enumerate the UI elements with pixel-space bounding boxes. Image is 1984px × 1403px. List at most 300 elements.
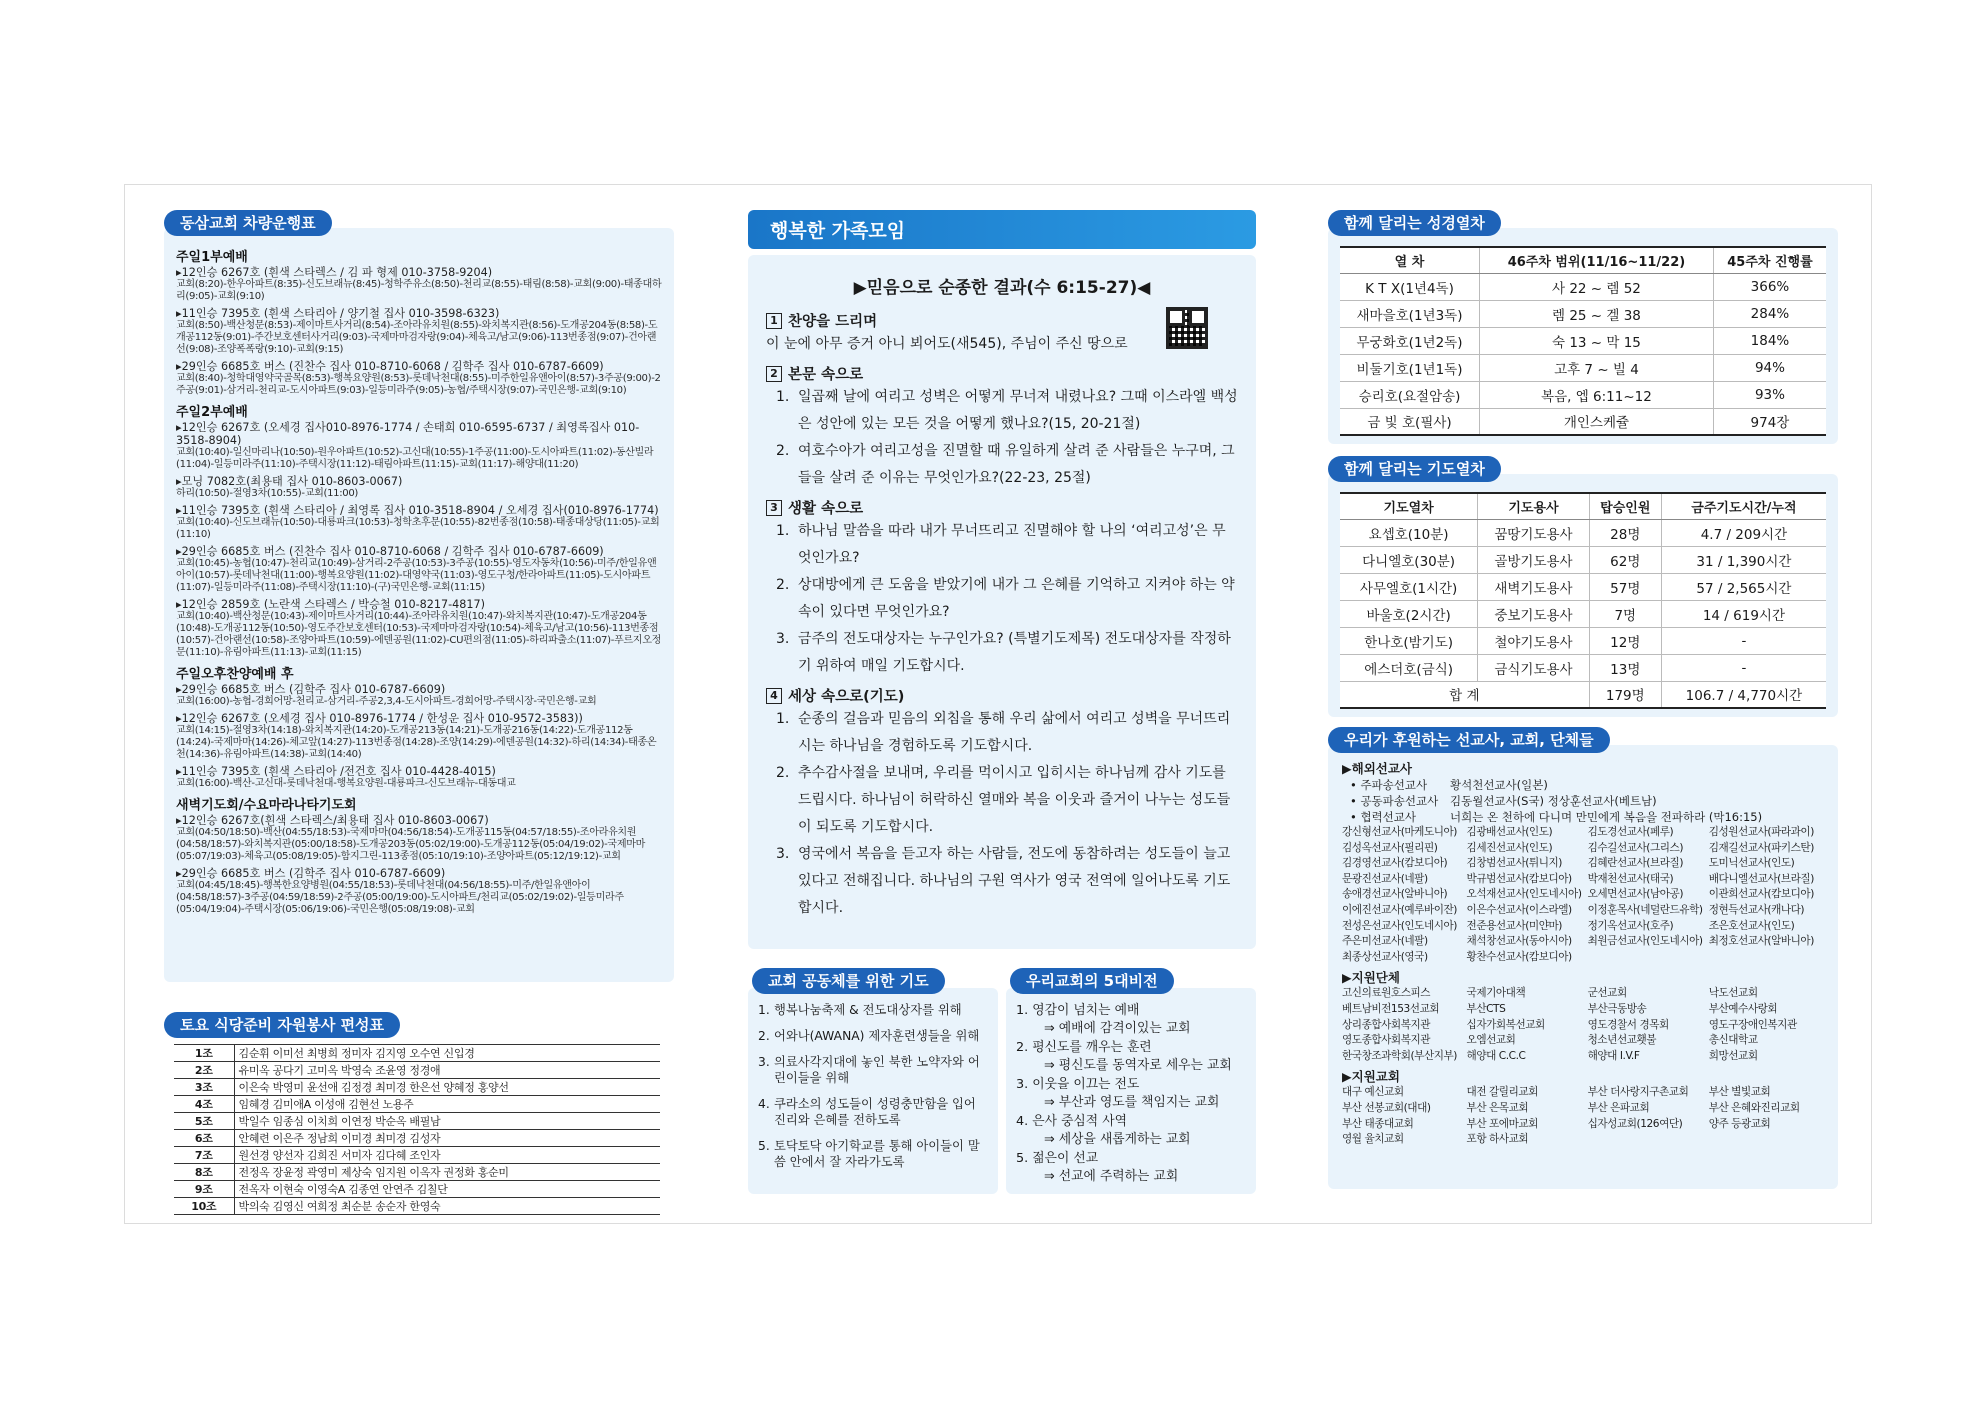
prayer-header-row	[1340, 493, 1826, 519]
vision-box	[1006, 968, 1256, 1194]
vision-item: 1. 영감이 넘치는 예배	[1016, 1003, 1140, 1018]
org-name: 낙도선교회	[1708, 987, 1758, 1000]
missionary-name: 오세면선교사(남아공)	[1587, 888, 1684, 901]
question-text: 여호수아가 여리고성을 진멸할 때 유일하게 살려 준 사람들은 누구며, 그들을 살려 준 이유는 무엇인가요?(22-23, 25절)	[798, 443, 1235, 486]
question-item	[766, 626, 1238, 680]
prayer-total-row	[1340, 681, 1826, 708]
org-name: 영도종합사회복지관	[1342, 1034, 1431, 1047]
question-text: 순종의 걸음과 믿음의 외침을 통해 우리 삶에서 여리고 성벽을 무너뜨리시는 하나님을 경험하도록 기도합시다.	[798, 711, 1231, 754]
question-item	[766, 384, 1238, 438]
prayer-cell: 에스더호(금식)	[1340, 654, 1478, 681]
section-title: 본문 속으로	[788, 367, 864, 383]
bible-cell: 94%	[1713, 354, 1826, 381]
volunteer-row	[174, 1164, 660, 1181]
missionary-name: 강신형선교사(마케도니아)	[1342, 826, 1457, 838]
prayer-text: 의료사각지대에 놓인 북한 노약자와 어린이들을 위해	[774, 1055, 980, 1085]
volunteer-section	[164, 1012, 674, 1215]
prayer-header: 기도열차	[1340, 493, 1478, 519]
missionary-name: 박규범선교사(캄보디아)	[1466, 872, 1572, 885]
vision-list	[1006, 988, 1256, 1194]
question-text: 추수감사절을 보내며, 우리를 먹이시고 입히시는 하나님께 감사 기도를 드립시다. 하나님이 허락하신 열매와 복을 이웃과 즐거이 나누는 성도들이 되도록 기도합시다.	[798, 765, 1231, 835]
missionary-name: 오석재선교사(인도네시아)	[1466, 888, 1582, 901]
prayer-item	[758, 1028, 988, 1044]
missionary-name: 정현득선교사(캐나다)	[1708, 903, 1805, 916]
missionary-name: 김도경선교사(페루)	[1587, 826, 1674, 838]
volunteer-row	[174, 1062, 660, 1079]
vision-subtext: ⇒ 부산과 영도를 책임지는 교회	[1044, 1095, 1220, 1110]
question-text: 영국에서 복음을 듣고자 하는 사람들, 전도에 동참하려는 성도들이 늘고 있다고 전해집니다. 하나님의 구원 역사가 영국 전역에 일어나도록 기도합시다.	[798, 846, 1231, 916]
prayer-cell: 57명	[1589, 573, 1661, 600]
route-item	[176, 307, 662, 356]
prayer-row	[1340, 573, 1826, 600]
bible-row	[1340, 381, 1826, 408]
question-item	[766, 518, 1238, 572]
bible-cell: 복음, 엡 6:11~12	[1480, 381, 1714, 408]
route-stops: 교회(8:20)-한우아파트(8:35)-신도브래뉴(8:45)-청학주유소(8:50)-천리교(8:55)-태림(8:58)-교회(9:00)-태종대하리(9:05)-교회(9:10)	[176, 279, 662, 302]
question-text: 일곱째 날에 여리고 성벽은 어떻게 무너져 내렸나요? 그때 이스라엘 백성은 성안에 있는 모든 것을 어떻게 했나요?(15, 20-21절)	[798, 389, 1238, 432]
org-name: 베트남비전153선교회	[1342, 1002, 1440, 1015]
bible-cell: 금 빛 호(필사)	[1340, 408, 1480, 435]
church-name: 부산 은파교회	[1587, 1101, 1650, 1114]
prayer-train-section	[1328, 456, 1838, 717]
bible-cell: 284%	[1713, 300, 1826, 327]
section-heading	[766, 685, 1238, 706]
support-title: 우리가 후원하는 선교사, 교회, 단체들	[1328, 727, 1610, 753]
middle-bottom	[748, 968, 1256, 1194]
church-name: 부산 은목교회	[1466, 1101, 1529, 1114]
route-vehicle: ▸11인승 7395호 (흰색 스타리아 /전건호 집사 010-4428-4015)	[176, 765, 496, 778]
prayer-train-title: 함께 달리는 기도열차	[1328, 456, 1501, 482]
missionary-name: 김세진선교사(인도)	[1466, 841, 1553, 854]
missionary-name: 문광진선교사(네팔)	[1342, 872, 1428, 885]
volunteer-group: 8조	[174, 1164, 234, 1181]
org-name: 고신의료원호스피스	[1342, 987, 1431, 1000]
route-item	[176, 765, 662, 790]
prayer-cell: 28명	[1589, 519, 1661, 546]
missionary-name: 김창범선교사(튀니지)	[1466, 857, 1562, 870]
volunteer-group: 2조	[174, 1062, 234, 1079]
question-item	[766, 760, 1238, 841]
community-prayer-box	[748, 968, 998, 1194]
route-vehicle: ▸11인승 7395호 (흰색 스타리아 / 최영록 집사 010-3518-8904 / 오세경 집사(010-8976-1774)	[176, 504, 659, 517]
community-prayer-list	[748, 988, 998, 1194]
vision-item: 2. 평신도를 깨우는 훈련	[1016, 1040, 1152, 1055]
missionary-name: 김성원선교사(파라과이)	[1708, 826, 1814, 838]
church-name: 포항 하사교회	[1466, 1133, 1529, 1146]
volunteer-names: 박일수 임종심 이치희 이연정 박순옥 배필남	[234, 1113, 660, 1130]
volunteer-group: 5조	[174, 1113, 234, 1130]
missionary-name: 김수길선교사(그리스)	[1587, 841, 1684, 854]
volunteer-group: 7조	[174, 1147, 234, 1164]
volunteer-names: 임혜경 김미애A 이성애 김현선 노용주	[234, 1096, 660, 1113]
prayer-cell: 꿈땅기도용사	[1478, 519, 1590, 546]
org-name: 부산극동방송	[1587, 1002, 1647, 1015]
overseas-text: 황석천선교사(일본)	[1450, 778, 1548, 792]
overseas-line	[1342, 793, 1824, 809]
route-stops: 교회(8:50)-백산청문(8:53)-제이마트사거리(8:54)-조아라유치원(8:55)-와치복지관(8:56)-도개공204동(8:58)-도개공112동(9:01)-주간보호센터사거리(9:03)-국제마마검자랑(9:04)-체육고/남고(9:06)-113번종점(9:07)-건아랜선(9:08)-조양폭폭랑(9:10)-교회(9:15)	[176, 320, 658, 355]
prayer-cell: 62명	[1589, 546, 1661, 573]
org-name: 영도경찰서 경목회	[1587, 1018, 1669, 1031]
org-name: 오엠선교회	[1466, 1034, 1516, 1047]
church-grid	[1342, 1085, 1824, 1147]
missionary-name: 김광배선교사(인도)	[1466, 826, 1553, 838]
route-item	[176, 421, 662, 471]
org-name: 한국창조과학회(부산지부)	[1342, 1049, 1457, 1062]
prayer-cell: 7명	[1589, 600, 1661, 627]
church-name: 영월 율치교회	[1342, 1133, 1404, 1146]
bible-cell: 974장	[1713, 408, 1826, 435]
missionary-name: 정기옥선교사(호주)	[1587, 919, 1674, 932]
route-vehicle: ▸29인승 6685호 버스 (진찬수 집사 010-8710-6068 / 김학주 집사 010-6787-6609)	[176, 360, 604, 373]
route-vehicle: ▸29인승 6685호 버스 (김학주 집사 010-6787-6609)	[176, 683, 446, 696]
route-item	[176, 712, 662, 761]
prayer-row	[1340, 546, 1826, 573]
volunteer-group: 9조	[174, 1181, 234, 1198]
volunteer-row	[174, 1198, 660, 1215]
prayer-total-hours: 106.7 / 4,770시간	[1661, 681, 1826, 708]
service-title: 주일1부예배	[176, 250, 248, 265]
question-item	[766, 706, 1238, 760]
route-stops: 교회(04:50/18:50)-백산(04:55/18:53)-국제마마(04:56/18:54)-도개공115동(04:57/18:55)-조아라유치원(04:58/18:57)-와치복지관(05:00/18:58)-도개공203동(05:02/19:00)-도개공112동(05:04/19:02)-국제마마(05:07/19:03)-체육고(05:08/19:05)-함지그린-113종점(05:10/19:10)-조양아파트(05:12/19:12)-교회	[176, 827, 646, 862]
volunteer-row	[174, 1113, 660, 1130]
org-name: 군선교회	[1587, 987, 1627, 1000]
prayer-item	[758, 1096, 988, 1128]
prayer-number: 4.	[758, 1097, 770, 1111]
route-item	[176, 504, 662, 541]
org-name: 총신대학교	[1708, 1034, 1758, 1047]
question-number: 2.	[776, 577, 790, 593]
prayer-cell: 한나호(밤기도)	[1340, 627, 1478, 654]
org-heading: ▶지원단체	[1342, 970, 1400, 986]
church-name: 부산 선봉교회(대대)	[1342, 1101, 1431, 1114]
org-name: 해양대 I.V.F	[1587, 1049, 1640, 1062]
service-title: 주일2부예배	[176, 405, 248, 420]
question-text: 금주의 전도대상자는 누구인가요? (특별기도제목) 전도대상자를 작정하기 위하여 매일 기도합시다.	[798, 631, 1231, 674]
route-item	[176, 867, 662, 916]
bible-cell: 고후 7 ~ 빌 4	[1480, 354, 1714, 381]
route-stops: 교회(10:40)-백산청문(10:43)-제이마트사거리(10:44)-조아라유치원(10:47)-와치복지관(10:47)-도개공204동(10:48)-도개공112동(10:50)-영도주간보호센터(10:53)-국제마마검자랑(10:54)-체육고/남고(10:56)-113번종점(10:57)-건아랜선(10:58)-조양아파트(10:59)-에덴공원(11:02)-CU편의점(11:05)-하리파출소(11:07)-푸르지오정문(11:10)-유림아파트(11:13)-교회(11:15)	[176, 611, 661, 658]
org-name: 부산예수사랑회	[1708, 1002, 1778, 1015]
vision-item: 5. 젊은이 선교	[1016, 1151, 1099, 1166]
prayer-cell: 4.7 / 209시간	[1661, 519, 1826, 546]
bus-schedule-panel	[164, 228, 674, 982]
bible-cell: 93%	[1713, 381, 1826, 408]
route-vehicle: ▸29인승 6685호 버스 (진찬수 집사 010-8710-6068 / 김학주 집사 010-6787-6609)	[176, 545, 604, 558]
prayer-text: 쿠라소의 성도들이 성령충만함을 입어 진리와 은혜를 전하도록	[774, 1097, 976, 1127]
overseas-text: 김동월선교사(S국) 정상훈선교사(베트남)	[1450, 794, 1657, 808]
route-stops: 교회(16:00)-백산-고신대-롯데낙천대-행복요양원-대룡파크-신도브래뉴-대동대교	[176, 778, 516, 789]
missionary-name: 황찬수선교사(캄보디아)	[1466, 950, 1572, 963]
overseas-heading: ▶해외선교사	[1342, 761, 1412, 776]
section-number: 4	[766, 688, 782, 704]
bible-cell: K T X(1년4독)	[1340, 273, 1480, 300]
bible-header-row	[1340, 247, 1826, 273]
church-name: 부산 태종대교회	[1342, 1117, 1414, 1130]
prayer-number: 5.	[758, 1139, 770, 1153]
question-number: 1.	[776, 523, 790, 539]
prayer-row	[1340, 654, 1826, 681]
vision-item: 4. 은사 중심적 사역	[1016, 1114, 1127, 1129]
bible-header: 46주차 범위(11/16~11/22)	[1480, 247, 1714, 273]
org-name: 상리종합사회복지관	[1342, 1018, 1431, 1031]
prayer-row	[1340, 627, 1826, 654]
section-title: 세상 속으로(기도)	[788, 689, 905, 705]
prayer-cell: 13명	[1589, 654, 1661, 681]
route-stops: 교회(8:40)-청학대영약국골목(8:53)-행복요양원(8:53)-롯데낙천대(8:55)-미주한일유앤아이(8:57)-3주공(9:00)-2주공(9:01)-삼거리-천리교-도시아파트(9:03)-일등미라주(9:05)-농협/주택시장(9:07)-국민은행-교회(9:10)	[176, 373, 661, 396]
section-heading	[766, 497, 1238, 518]
church-name	[1588, 1132, 1709, 1148]
route-item	[176, 475, 662, 500]
route-vehicle: ▸29인승 6685호 버스 (김학주 집사 010-6787-6609)	[176, 867, 446, 880]
prayer-cell: 금식기도용사	[1478, 654, 1590, 681]
volunteer-names: 안혜련 이은주 정남희 이미경 최미경 김성자	[234, 1130, 660, 1147]
route-stops: 교회(04:45/18:45)-행복한요양병원(04:55/18:53)-롯데낙천대(04:56/18:55)-미주/한일유앤아이(04:58/18:57)-3주공(04:59/18:59)-2주공(05:00/19:00)-도시아파트/천리교(05:02/19:02)-일등미라주(05:04/19:04)-주택시장(05:06/19:06)-국민은행(05:08/19:08)-교회	[176, 880, 624, 915]
volunteer-names: 원선경 양선자 김희진 서미자 김다혜 조인자	[234, 1147, 660, 1164]
org-name: 청소년선교횃불	[1587, 1034, 1657, 1047]
volunteer-row	[174, 1045, 660, 1062]
prayer-item	[758, 1002, 988, 1018]
prayer-cell: 철야기도용사	[1478, 627, 1590, 654]
support-section	[1328, 727, 1838, 1189]
section-title: 생활 속으로	[788, 501, 864, 517]
prayer-cell: 바울호(2시간)	[1340, 600, 1478, 627]
bible-train-table	[1340, 246, 1826, 436]
missionary-name: 송애경선교사(알바니아)	[1342, 888, 1448, 901]
org-name: 희망선교회	[1708, 1049, 1758, 1062]
qr-code-icon[interactable]	[1166, 307, 1208, 349]
prayer-cell: 31 / 1,390시간	[1661, 546, 1826, 573]
vision-subtext: ⇒ 예배에 감격이있는 교회	[1044, 1021, 1191, 1036]
volunteer-table	[174, 1044, 660, 1215]
missionary-name	[1709, 950, 1824, 966]
missionary-name: 이관희선교사(캄보디아)	[1708, 888, 1814, 901]
route-vehicle: ▸12인승 6267호 (흰색 스타렉스 / 김 파 형제 010-3758-9204)	[176, 266, 493, 279]
volunteer-names: 김순휘 이미선 최병희 정미자 김지영 오수연 신입경	[234, 1045, 660, 1062]
route-vehicle: ▸12인승 6267호(흰색 스타렉스/최용태 집사 010-8603-0067)	[176, 814, 489, 827]
vision-item: 3. 이웃을 이끄는 전도	[1016, 1077, 1140, 1092]
prayer-row	[1340, 600, 1826, 627]
prayer-text: 토닥토닥 아기학교를 통해 아이들이 말씀 안에서 잘 자라가도록	[774, 1139, 980, 1169]
question-item	[766, 572, 1238, 626]
route-stops: 하리(10:50)-절영3차(10:55)-교회(11:00)	[176, 488, 359, 499]
prayer-row	[1340, 519, 1826, 546]
prayer-cell: -	[1661, 654, 1826, 681]
prayer-item	[758, 1138, 988, 1170]
church-name: 대구 예신교회	[1342, 1086, 1404, 1099]
vision-title: 우리교회의 5대비전	[1010, 968, 1174, 994]
bible-row	[1340, 408, 1826, 435]
bible-train-panel	[1328, 228, 1838, 444]
left-column	[164, 210, 674, 1213]
section-title: 찬양을 드리며	[788, 314, 878, 330]
bible-row	[1340, 354, 1826, 381]
section-heading	[766, 363, 1238, 384]
church-name	[1709, 1132, 1824, 1148]
question-number: 1.	[776, 389, 790, 405]
section-number: 1	[766, 313, 782, 329]
church-name: 부산 포에마교회	[1466, 1117, 1538, 1130]
missionary-name: 채석창선교사(동아시아)	[1466, 935, 1572, 948]
route-stops: 교회(16:00)-농협-경희어망-천리교-삼거리-주공2,3,4-도시아파트-경희어망-주택시장-국민은행-교회	[176, 696, 597, 707]
church-name: 부산 별빛교회	[1708, 1086, 1771, 1099]
volunteer-title: 토요 식당준비 자원봉사 편성표	[164, 1012, 400, 1038]
volunteer-group: 6조	[174, 1130, 234, 1147]
missionary-name: 이정훈목사(네덜란드유학)	[1587, 903, 1703, 916]
missionary-name: 조은호선교사(인도)	[1708, 919, 1795, 932]
bible-cell: 새마을호(1년3독)	[1340, 300, 1480, 327]
service-title: 새벽기도회/수요마라나타기도회	[176, 798, 357, 813]
volunteer-names: 유미옥 공다기 고미옥 박영숙 조윤영 정경애	[234, 1062, 660, 1079]
church-heading: ▶지원교회	[1342, 1069, 1400, 1085]
support-panel	[1328, 745, 1838, 1189]
missionary-name: 김혜란선교사(브라질)	[1587, 857, 1684, 870]
org-name: 부산CTS	[1466, 1002, 1506, 1015]
bible-cell: 366%	[1713, 273, 1826, 300]
prayer-cell: 57 / 2,565시간	[1661, 573, 1826, 600]
volunteer-row	[174, 1096, 660, 1113]
prayer-cell: 14 / 619시간	[1661, 600, 1826, 627]
prayer-cell: 중보기도용사	[1478, 600, 1590, 627]
volunteer-row	[174, 1130, 660, 1147]
bible-header: 45주차 진행률	[1713, 247, 1826, 273]
route-vehicle: ▸12인승 2859호 (노란색 스타렉스 / 박승철 010-8217-4817)	[176, 598, 486, 611]
route-stops: 교회(14:15)-절영3차(14:18)-와치복지관(14:20)-도개공213동(14:21)-도개공216동(14:22)-도개공112동(14:24)-국제마마(14:26)-체고앞(14:27)-113번종점(14:28)-조양(14:29)-에덴공원(14:32)-하리(14:34)-태종온천(14:36)-유림아파트(14:38)-교회(14:40)	[176, 725, 657, 760]
question-item	[766, 841, 1238, 922]
missionary-name: 김재길선교사(파키스탄)	[1708, 841, 1814, 854]
missionary-name: 김경영선교사(캄보디아)	[1342, 857, 1448, 870]
section-number: 3	[766, 500, 782, 516]
church-name: 부산 은혜와진리교회	[1708, 1101, 1800, 1114]
bible-cell: 승리호(요절암송)	[1340, 381, 1480, 408]
bible-row	[1340, 327, 1826, 354]
prayer-train-table	[1340, 492, 1826, 709]
question-text: 하나님 말씀을 따라 내가 무너뜨리고 진멸해야 할 나의 ‘여리고성’은 무엇인가요?	[798, 523, 1226, 566]
overseas-label: • 주파송선교사	[1350, 778, 1428, 792]
prayer-cell: 다니엘호(30분)	[1340, 546, 1478, 573]
church-name: 대전 갈릴리교회	[1466, 1086, 1538, 1099]
missionary-name: 최원금선교사(인도네시아)	[1587, 935, 1703, 948]
overseas-text: 너희는 온 천하에 다니며 만민에게 복음을 전파하라 (막16:15)	[1450, 810, 1763, 824]
route-stops: 교회(10:45)-농협(10:47)-천리교(10:49)-삼거리-2주공(10:53)-3주공(10:55)-영도자동차(10:56)-미주/한일유앤아이(10:57)-롯데낙천대(11:00)-행복요양원(11:02)-대영약국(11:03)-영도구청/한라아파트(11:05)-도시아파트(11:07)-일등미라주(11:08)-주택시장(11:10)-(구)국민은행-교회(11:15)	[176, 558, 657, 593]
org-name: 해양대 C.C.C	[1466, 1049, 1526, 1062]
org-name: 영도구장애인복지관	[1708, 1018, 1797, 1031]
bible-cell: 184%	[1713, 327, 1826, 354]
prayer-cell: 요셉호(10분)	[1340, 519, 1478, 546]
bible-header: 열 차	[1340, 247, 1480, 273]
question-text: 상대방에게 큰 도움을 받았기에 내가 그 은혜를 기억하고 지켜야 하는 약속이 있다면 무엇인가요?	[798, 577, 1235, 620]
bible-cell: 개인스케쥴	[1480, 408, 1714, 435]
volunteer-row	[174, 1181, 660, 1198]
question-number: 2.	[776, 443, 790, 459]
missionary-name: 이에진선교사(예루바이잔)	[1342, 903, 1457, 916]
missionary-name: 도미닉선교사(인도)	[1708, 857, 1795, 870]
bible-cell: 무궁화호(1년2독)	[1340, 327, 1480, 354]
route-vehicle: ▸12인승 6267호 (오세경 집사 010-8976-1774 / 한성운 집사 010-9572-3583))	[176, 712, 583, 725]
overseas-label: • 공동파송선교사	[1350, 794, 1439, 808]
route-vehicle: ▸모닝 7082호(최용태 집사 010-8603-0067)	[176, 475, 403, 488]
middle-column	[748, 210, 1256, 1184]
bus-schedule-title: 동삼교회 차량운행표	[164, 210, 332, 236]
family-meeting-panel	[748, 255, 1256, 949]
prayer-total-count: 179명	[1589, 681, 1661, 708]
volunteer-names: 이은숙 박영미 윤선애 김정경 최미경 한은선 양혜정 홍양선	[234, 1079, 660, 1096]
prayer-cell: 사무엘호(1시간)	[1340, 573, 1478, 600]
route-stops: 교회(10:40)-일신마리나(10:50)-원우아파트(10:52)-고신대(10:55)-1주공(11:00)-도시아파트(11:02)-동산빌라(11:04)-일등미라주(11:10)-주택시장(11:12)-태림아파트(11:15)-교회(11:17)-해양대(11:20)	[176, 447, 654, 470]
question-item	[766, 438, 1238, 492]
volunteer-group: 4조	[174, 1096, 234, 1113]
bible-cell: 렘 25 ~ 겔 38	[1480, 300, 1714, 327]
family-meeting-title: 행복한 가족모임	[748, 210, 1256, 249]
route-item	[176, 598, 662, 659]
route-item	[176, 683, 662, 708]
volunteer-group: 3조	[174, 1079, 234, 1096]
vision-subtext: ⇒ 세상을 새롭게하는 교회	[1044, 1132, 1191, 1147]
bible-cell: 비둘기호(1년1독)	[1340, 354, 1480, 381]
prayer-text: 행복나눔축제 & 전도대상자를 위해	[774, 1003, 962, 1017]
missionary-name: 배다니엘선교사(브라질)	[1708, 872, 1814, 885]
route-stops: 교회(10:40)-신도브래뉴(10:50)-대룡파크(10:53)-청학초후문(10:55)-82번종점(10:58)-태종대상당(11:05)-교회(11:10)	[176, 517, 660, 540]
question-number: 3.	[776, 846, 790, 862]
question-number: 3.	[776, 631, 790, 647]
church-name: 십자성교회(126여단)	[1587, 1117, 1683, 1130]
missionary-grid	[1342, 825, 1824, 965]
missionary-name: 이은수선교사(이스라엘)	[1466, 903, 1572, 916]
missionary-name: 최종상선교사(영국)	[1342, 950, 1428, 963]
overseas-list	[1342, 777, 1824, 825]
sermon-title: ▶믿음으로 순종한 결과(수 6:15-27)◀	[853, 278, 1151, 298]
question-number: 2.	[776, 765, 790, 781]
route-item	[176, 266, 662, 303]
bible-row	[1340, 300, 1826, 327]
question-number: 1.	[776, 711, 790, 727]
volunteer-row	[174, 1079, 660, 1096]
overseas-label: • 협력선교사	[1350, 810, 1416, 824]
prayer-number: 1.	[758, 1003, 770, 1017]
route-item	[176, 545, 662, 594]
volunteer-group: 1조	[174, 1045, 234, 1062]
route-item	[176, 814, 662, 863]
route-vehicle: ▸11인승 7395호 (흰색 스타리아 / 양기철 집사 010-3598-6323)	[176, 307, 500, 320]
meeting-sections	[766, 310, 1238, 922]
overseas-line	[1342, 809, 1824, 825]
service-title: 주일오후찬양예배 후	[176, 667, 294, 682]
prayer-cell: 골방기도용사	[1478, 546, 1590, 573]
volunteer-names: 박의숙 김영신 여희정 최순분 송순자 한영숙	[234, 1198, 660, 1215]
prayer-cell: -	[1661, 627, 1826, 654]
prayer-header: 금주기도시간/누적	[1661, 493, 1826, 519]
prayer-train-panel	[1328, 474, 1838, 717]
community-prayer-title: 교회 공동체를 위한 기도	[752, 968, 945, 994]
org-name: 십자가회복선교회	[1466, 1018, 1545, 1031]
volunteer-names: 전옥자 이현숙 이영숙A 김종연 안연주 김칠단	[234, 1181, 660, 1198]
prayer-number: 2.	[758, 1029, 770, 1043]
org-grid	[1342, 986, 1824, 1064]
bible-train-title: 함께 달리는 성경열차	[1328, 210, 1501, 236]
section-number: 2	[766, 366, 782, 382]
prayer-header: 탑승인원	[1589, 493, 1661, 519]
org-name: 국제기아대책	[1466, 987, 1526, 1000]
prayer-total-label: 합 계	[1340, 681, 1589, 708]
prayer-cell: 12명	[1589, 627, 1661, 654]
bible-cell: 사 22 ~ 렘 52	[1480, 273, 1714, 300]
section-text: 이 눈에 아무 증거 아니 뵈어도(새545), 주님이 주신 땅으로	[766, 336, 1128, 352]
volunteer-row	[174, 1147, 660, 1164]
prayer-cell: 새벽기도용사	[1478, 573, 1590, 600]
missionary-name: 주은미선교사(네팔)	[1342, 935, 1428, 948]
missionary-name: 김성옥선교사(필리핀)	[1342, 841, 1438, 854]
vision-subtext: ⇒ 선교에 주력하는 교회	[1044, 1169, 1179, 1184]
overseas-line	[1342, 777, 1824, 793]
